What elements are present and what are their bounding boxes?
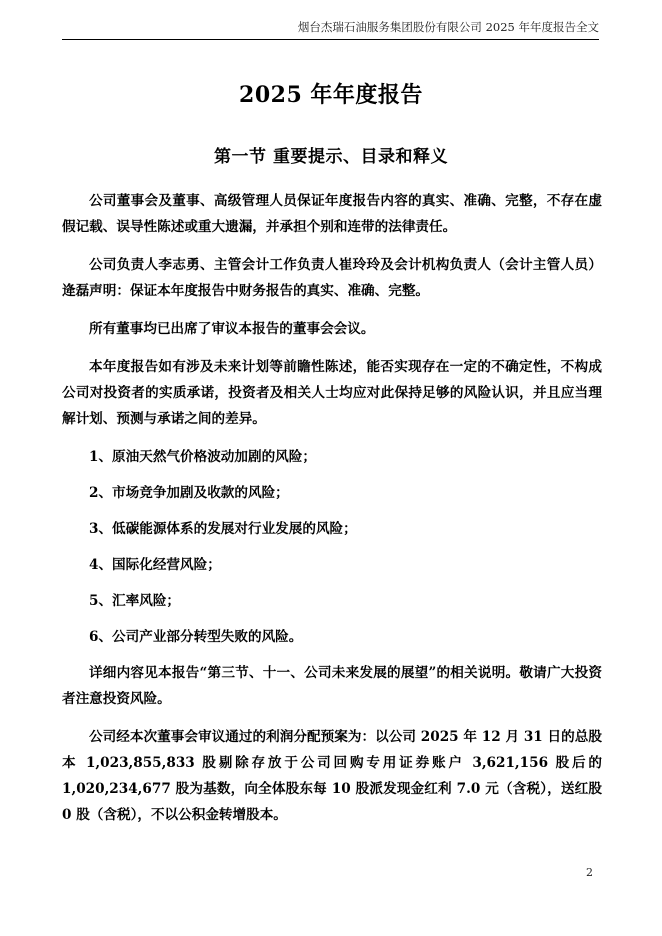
paragraph-forward-looking: 本年度报告如有涉及未来计划等前瞻性陈述，能否实现存在一定的不确定性，不构成公司对投资者的实质承诺，投资者及相关人士均应对此保持足够的风险认识，并且应当理解计划、预测与承诺之间的差异。 (62, 359, 602, 427)
risk-item: 3、低碳能源体系的发展对行业发展的风险； (89, 521, 357, 537)
risk-item: 1、原油天然气价格波动加剧的风险； (89, 449, 316, 465)
risk-item: 5、汇率风险； (89, 593, 181, 609)
paragraph-board-guarantee: 公司董事会及董事、高级管理人员保证年度报告内容的真实、准确、完整，不存在虚假记载、误导性陈述或重大遗漏，并承担个别和连带的法律责任。 (62, 193, 602, 235)
paragraph-responsible-persons: 公司负责人李志勇、主管会计工作负责人崔玲玲及会计机构负责人（会计主管人员）逄磊声明：保证本年度报告中财务报告的真实、准确、完整。 (62, 257, 602, 299)
risk-list (62, 444, 602, 650)
section-title: 第一节 重要提示、目录和释义 (214, 147, 448, 167)
running-header: 烟台杰瑞石油服务集团股份有限公司 2025 年年度报告全文 (297, 20, 599, 34)
page-number: 2 (586, 866, 593, 879)
document-body (62, 188, 602, 840)
paragraph-attendance: 所有董事均已出席了审议本报告的董事会会议。 (89, 321, 375, 337)
risk-item: 2、市场竞争加剧及收款的风险； (89, 485, 289, 501)
risk-item: 6、公司产业部分转型失败的风险。 (89, 629, 303, 645)
paragraph-dividend-plan: 公司经本次董事会审议通过的利润分配预案为：以公司 2025 年 12 月 31 日的总股本 1,023,855,833 股剔除存放于公司回购专用证券账户 3,621,156 股后的 1,020,234,677 股为基数，向全体股东每 10 股派发现金红利 7.0 元（含税），送红股 0 股（含税），不以公积金转增股本。 (62, 729, 602, 823)
document-title: 2025 年年度报告 (239, 82, 423, 108)
risk-item: 4、国际化经营风险； (89, 557, 221, 573)
header-divider (62, 39, 599, 40)
paragraph-detail-note: 详细内容见本报告“第三节、十一、公司未来发展的展望”的相关说明。敬请广大投资者注意投资风险。 (62, 665, 602, 707)
